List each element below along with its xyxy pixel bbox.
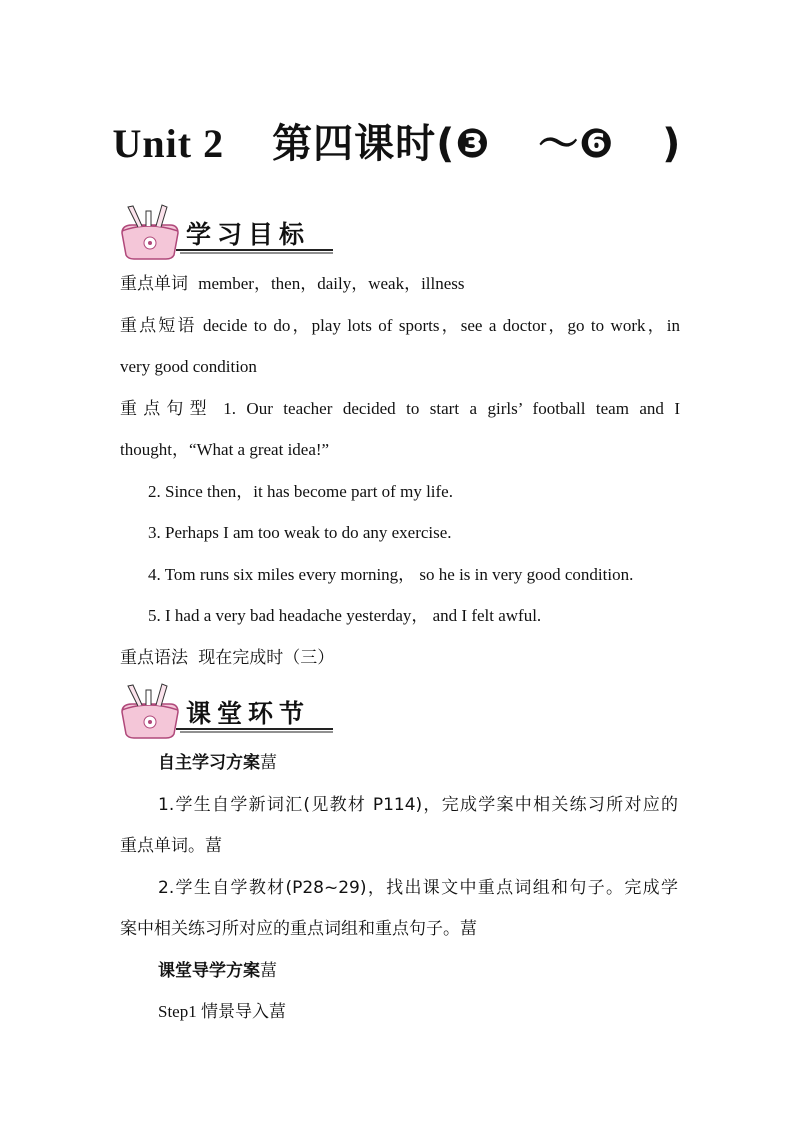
- self-study-mark: 葍: [260, 753, 277, 773]
- sentence-3: 3. Perhaps I am too weak to do any exercise.: [148, 523, 452, 542]
- phrases-label: 重点短语: [120, 316, 197, 336]
- title-range-start: ❸: [455, 121, 491, 167]
- phrases-text-1: decide to do，play lots of sports，see a doctor，go to work，in: [203, 316, 681, 335]
- section-label-objectives: 学习目标: [186, 220, 311, 249]
- self-study-heading-text: 自主学习方案: [158, 753, 260, 773]
- vocab-label: 重点单词: [120, 274, 188, 294]
- grammar-label: 重点语法: [120, 648, 188, 668]
- class-guide-mark: 葍: [260, 961, 277, 981]
- sentences-line-1: [120, 397, 680, 421]
- self-study-heading: [158, 751, 678, 775]
- sentences-label: 重点句型: [120, 399, 213, 419]
- step1-text: 情景导入葍: [200, 1002, 286, 1022]
- grammar-text: 现在完成时（三）: [198, 648, 335, 668]
- self-study-p1-line-2: 重点单词。葍: [120, 836, 222, 856]
- self-study-p1-line-1: 1.学生自学新词汇(见教材 P114)，完成学案中相关练习所对应的: [158, 795, 678, 815]
- title-close: ): [662, 121, 682, 167]
- class-guide-heading-text: 课堂导学方案: [158, 961, 260, 981]
- title-range-end: ❻: [579, 121, 615, 167]
- step1-label: Step1: [158, 1002, 197, 1021]
- title-lesson: 第四课时(: [272, 121, 456, 167]
- vocab-text: member，then，daily，weak，illness: [198, 274, 465, 293]
- sentence-4: 4. Tom runs six miles every morning， so he is in very good condition.: [148, 565, 634, 584]
- vocab-line: [120, 272, 680, 296]
- phrases-line-2: very good condition: [120, 357, 257, 376]
- step1-line: [158, 1000, 678, 1024]
- section-label-classroom: 课堂环节: [186, 699, 311, 728]
- phrases-line-1: [120, 314, 680, 338]
- page-title: [0, 112, 794, 169]
- title-unit: Unit 2: [112, 121, 225, 166]
- sentence-2: 2. Since then，it has become part of my life.: [148, 482, 453, 501]
- sentence-1-part-2: thought，“What a great idea!”: [120, 440, 330, 459]
- grammar-line: [120, 646, 680, 670]
- sentence-1-part-1: 1. Our teacher decided to start a girls’ football team and I: [223, 399, 681, 418]
- self-study-p2-line-2: 案中相关练习所对应的重点词组和重点句子。葍: [120, 919, 477, 939]
- self-study-p2-line-1: 2.学生自学教材(P28~29)，找出课文中重点词组和句子。完成学: [158, 878, 678, 898]
- section-banner-classroom: [118, 682, 338, 740]
- section-banner-objectives: [118, 203, 338, 261]
- title-tilde: ～: [538, 121, 580, 167]
- class-guide-heading: [158, 959, 678, 983]
- sentence-5: 5. I had a very bad headache yesterday， and I felt awful.: [148, 606, 542, 625]
